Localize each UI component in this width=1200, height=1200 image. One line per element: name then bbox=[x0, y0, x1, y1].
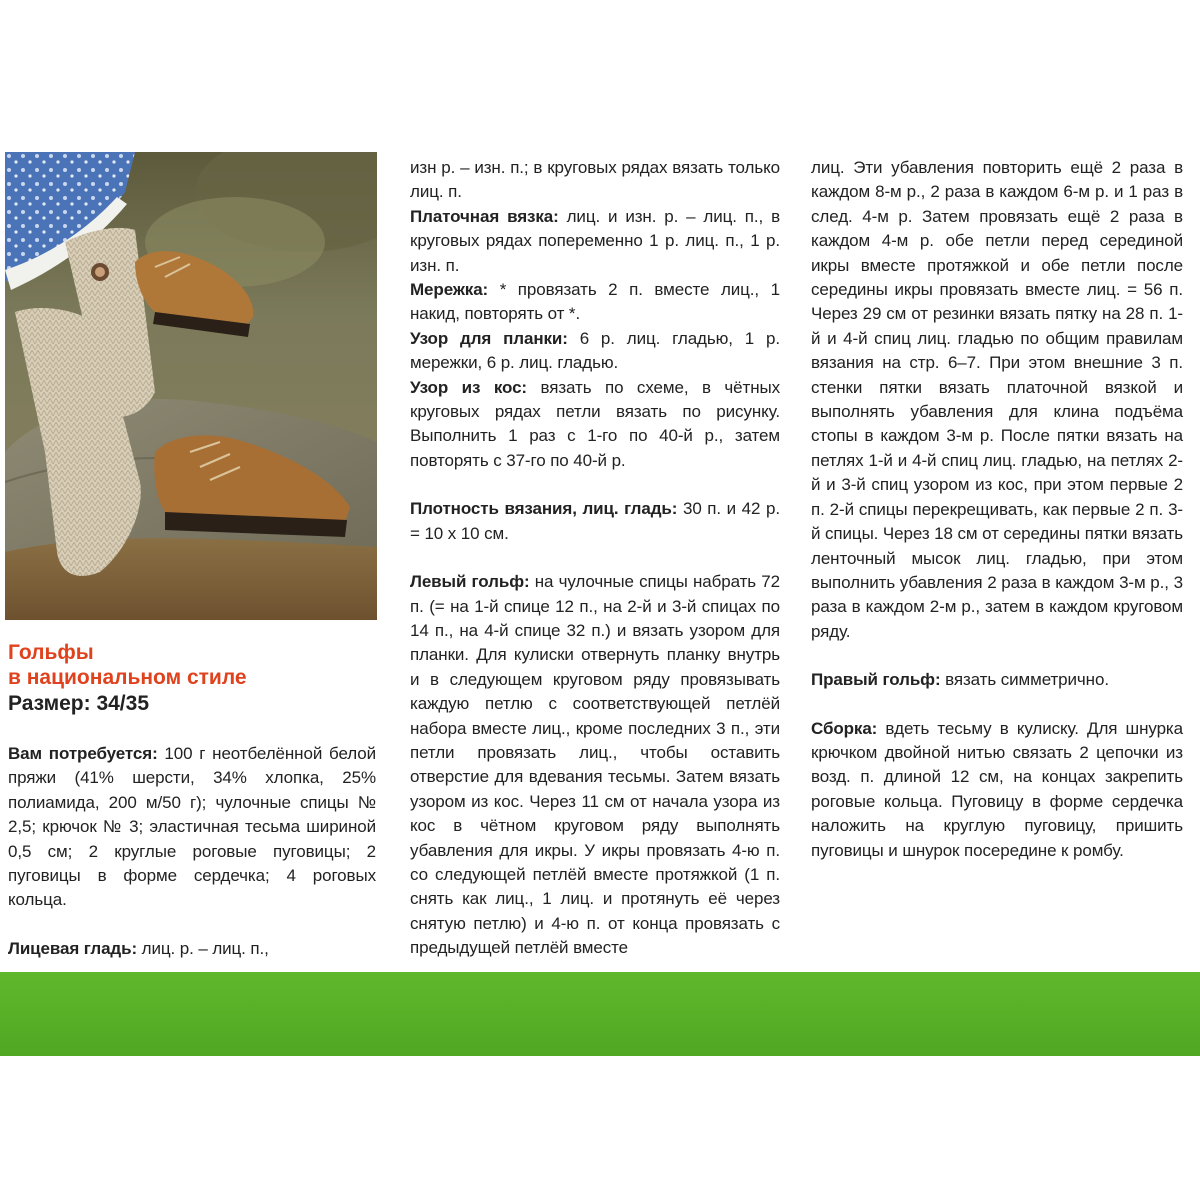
stockinette-text: лиц. р. – лиц. п., bbox=[137, 938, 269, 958]
cable-paragraph bbox=[410, 376, 780, 474]
eyelet-text: * провязать 2 п. вместе лиц., 1 накид, повторять от *. bbox=[410, 280, 780, 324]
left-sock-continued: лиц. Эти убавления повторить ещё 2 раза в каждом 8-м р., 2 раза в каждом 6-м р. и 1 раз в след. 4-м р. Затем провязать ещё 2 раза в каждом 4-м р. обе петли перед серединой икры вместе протяжкой и обе петли после середины икры провязать вместе лиц. = 56 п. Через 29 см от резинки вязать пятку на 28 п. 1-й и 4-й спиц лиц. гладью по общим правилам вязания на стр. 6–7. При этом внешние 3 п. стенки пятки вязать платочной вязкой и выполнять убавления для клина подъёма стопы в каждом 3-м р. После пятки вязать на петлях 1-й и 4-й спиц лиц. гладью, на петлях 2-й и 3-й спиц узором из кос, при этом первые 2 п. 2-й спицы перекрещивать, как первые 2 п. 3-й спицы. Через 18 см от середины пятки вязать ленточный мысок лиц. гладью, при этом выполнить убавления 2 раза в каждом 3-м р., 3 раза в каждом 2-м р., затем в каждом круговом ряду. bbox=[811, 158, 1183, 641]
knee-socks-photo bbox=[5, 152, 377, 620]
materials-text: 100 г неотбелённой белой пряжи (41% шерсти, 34% хлопка, 25% полиамида, 200 м/50 г); чулочные спицы № 2,5; крючок № 3; эластичная тесьма шириной 0,5 см; 2 круглые роговые пуговицы; 2 пуговицы в форме сердечка; 4 роговых кольца. bbox=[8, 744, 376, 910]
placket-paragraph bbox=[410, 327, 780, 376]
eyelet-paragraph bbox=[410, 278, 780, 327]
green-footer-band bbox=[0, 972, 1200, 1056]
assembly-paragraph bbox=[811, 717, 1183, 863]
pattern-title-line2: в национальном стиле bbox=[8, 666, 247, 689]
left-sock-label: Левый гольф: bbox=[410, 572, 530, 592]
materials-paragraph bbox=[8, 742, 376, 913]
placket-text: 6 р. лиц. гладью, 1 р. мережки, 6 р. лиц. гладью. bbox=[410, 328, 780, 373]
materials-label: Вам потребуется: bbox=[8, 744, 158, 763]
cable-label: Узор из кос: bbox=[410, 377, 527, 397]
assembly-label: Сборка: bbox=[811, 718, 878, 738]
garter-paragraph bbox=[410, 205, 780, 278]
right-sock-text: вязать симметрично. bbox=[940, 670, 1109, 690]
assembly-text: вдеть тесьму в кулиску. Для шнурка крючком двойной нитью связать 2 цепочки из возд. п. длиной 12 см, на концах закрепить роговые кольца. Пуговицу в форме сердечка наложить на круглую пуговицу, пришить пуговицы и шнурок посередине к ромбу. bbox=[811, 718, 1183, 860]
eyelet-label: Мережка: bbox=[410, 280, 489, 300]
stockinette-paragraph bbox=[8, 937, 376, 961]
column-1 bbox=[8, 742, 376, 961]
pattern-title-line1: Гольфы bbox=[8, 641, 94, 664]
left-sock-paragraph bbox=[410, 570, 780, 961]
photo-illustration bbox=[5, 152, 377, 620]
garter-label: Платочная вязка: bbox=[410, 206, 559, 226]
gauge-text: 30 п. и 42 р. = 10 х 10 см. bbox=[410, 499, 780, 543]
left-sock-text: на чулочные спицы набрать 72 п. (= на 1-й спице 12 п., на 2-й и 3-й спицах по 14 п., на 4-й спице 32 п.) и вязать узором для планки. Для кулиски отвернуть планку внутрь и в следующем круговом ряду провязывать каждую петлю с соответствующей петлёй набора вместе лиц., кроме последних 3 п., эти петли провязать лиц., чтобы оставить отверстие для вдевания тесьмы. Затем вязать узором из кос. Через 11 см от начала узора из кос в чётном круговом ряду выполнять убавления для икры. У икры провязать 4-ю п. со следующей петлёй вместе протяжкой (1 п. снять как лиц., 1 лиц. и протянуть её через снятую петлю) и 4-ю п. от конца провязать с предыдущей петлёй вместе bbox=[410, 572, 780, 958]
right-sock-paragraph bbox=[811, 668, 1183, 692]
pattern-size: Размер: 34/35 bbox=[8, 692, 150, 715]
stockinette-continued: изн р. – изн. п.; в круговых рядах вязать только лиц. п. bbox=[410, 158, 780, 202]
placket-label: Узор для планки: bbox=[410, 328, 568, 348]
column-2 bbox=[410, 156, 780, 961]
gauge-paragraph bbox=[410, 497, 780, 546]
column-3 bbox=[811, 156, 1183, 863]
right-sock-label: Правый гольф: bbox=[811, 670, 941, 690]
cable-text: вязать по схеме, в чётных круговых рядах петли вязать по рисунку. Выполнить 1 раз с 1-го по 40-й р., затем повторять с 37-го по 40-й р. bbox=[410, 377, 781, 470]
stockinette-label: Лицевая гладь: bbox=[8, 938, 138, 958]
garter-text: лиц. и изн. р. – лиц. п., в круговых рядах попеременно 1 р. лиц. п., 1 р. изн. п. bbox=[410, 206, 780, 275]
gauge-label: Плотность вязания, лиц. гладь: bbox=[410, 499, 678, 519]
pattern-title-block bbox=[8, 640, 380, 717]
